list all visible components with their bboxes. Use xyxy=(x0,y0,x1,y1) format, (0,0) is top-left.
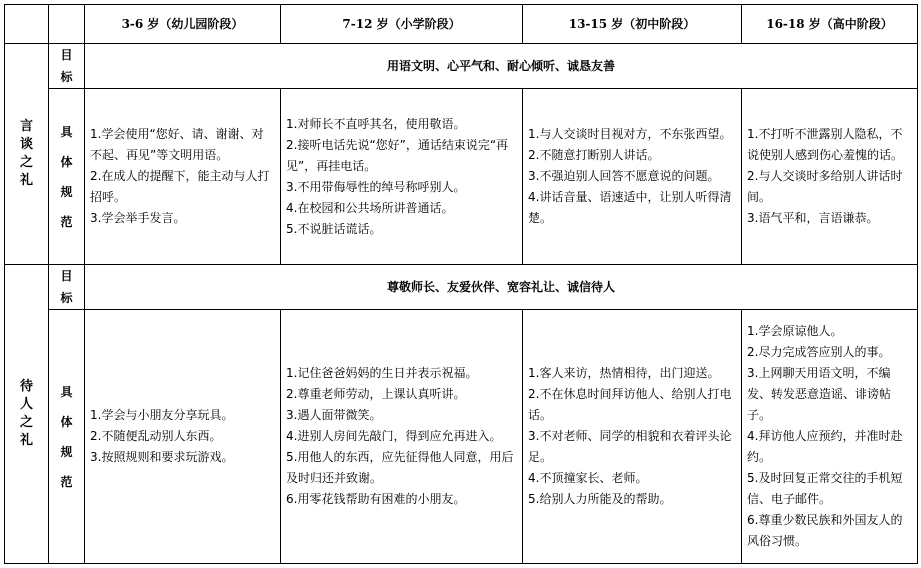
norm-item: 4.不顶撞家长、老师。 xyxy=(528,471,648,485)
col-header-junior-high: 13-15 岁（初中阶段） xyxy=(523,5,742,44)
norm-item: 2.接听电话先说“您好”，通话结束说完“再见”，再挂电话。 xyxy=(286,137,509,173)
norm-item: 2.尊重老师劳动，上课认真听讲。 xyxy=(286,387,466,401)
category-people: 待人之礼 xyxy=(5,265,49,564)
norm-item: 1.对师长不直呼其名，使用敬语。 xyxy=(286,116,466,131)
norm-item: 3.不用带侮辱性的绰号称呼别人。 xyxy=(286,179,466,194)
goal-speech: 用语文明、心平气和、耐心倾听、诚恳友善 xyxy=(85,44,918,89)
section-speech-goal-row xyxy=(5,44,918,89)
norm-item: 6.用零花钱帮助有困难的小朋友。 xyxy=(286,492,466,506)
norm-item: 1.学会使用“您好、请、谢谢、对不起、再见”等文明用语。 xyxy=(90,127,264,162)
header-row xyxy=(5,5,918,44)
col-header-primary: 7-12 岁（小学阶段） xyxy=(281,5,523,44)
norm-item: 1.客人来访，热情相待，出门迎送。 xyxy=(528,366,720,380)
norm-item: 2.不随意打断别人讲话。 xyxy=(528,148,660,162)
section-speech-norms-row xyxy=(5,89,918,265)
norm-item: 1.学会与小朋友分享玩具。 xyxy=(90,408,234,422)
norms-cell xyxy=(523,310,742,564)
norm-item: 3.上网聊天用语文明，不编发、转发恶意造谣、诽谤帖子。 xyxy=(747,366,892,422)
norms-cell xyxy=(85,89,281,265)
norm-item: 1.与人交谈时目视对方，不东张西望。 xyxy=(528,127,732,141)
norm-item: 2.与人交谈时多给别人讲话时间。 xyxy=(747,169,903,204)
norms-cell xyxy=(85,310,281,564)
norm-item: 1.记住爸爸妈妈的生日并表示祝福。 xyxy=(286,366,478,380)
norms-cell xyxy=(742,310,918,564)
norm-item: 3.语气平和，言语谦恭。 xyxy=(747,211,879,225)
category-speech: 言谈之礼 xyxy=(5,44,49,265)
goal-label: 目标 xyxy=(49,265,85,310)
norm-item: 5.给别人力所能及的帮助。 xyxy=(528,492,672,506)
col-header-senior-high: 16-18 岁（高中阶段） xyxy=(742,5,918,44)
norm-item: 2.尽力完成答应别人的事。 xyxy=(747,345,891,359)
norm-item: 5.及时回复正常交往的手机短信、电子邮件。 xyxy=(747,471,903,506)
goal-label: 目标 xyxy=(49,44,85,89)
norm-item: 2.不在休息时间拜访他人、给别人打电话。 xyxy=(528,387,732,422)
norms-label: 具体规范 xyxy=(49,310,85,564)
norm-item: 1.学会原谅他人。 xyxy=(747,324,843,338)
norm-item: 1.不打听不泄露别人隐私，不说使别人感到伤心羞愧的话。 xyxy=(747,127,904,162)
norms-cell xyxy=(742,89,918,265)
norm-item: 4.在校园和公共场所讲普通话。 xyxy=(286,200,454,215)
norm-item: 5.不说脏话谎话。 xyxy=(286,221,382,236)
norm-item: 3.学会举手发言。 xyxy=(90,211,186,225)
norm-item: 3.遇人面带微笑。 xyxy=(286,408,382,422)
norm-item: 4.拜访他人应预约，并准时赴约。 xyxy=(747,429,903,464)
norm-item: 3.不强迫别人回答不愿意说的问题。 xyxy=(528,169,720,183)
norm-item: 2.不随便乱动别人东西。 xyxy=(90,429,222,443)
norms-label: 具体规范 xyxy=(49,89,85,265)
norms-cell xyxy=(281,89,523,265)
norm-item: 6.尊重少数民族和外国友人的风俗习惯。 xyxy=(747,513,903,548)
norm-item: 4.进别人房间先敲门，得到应允再进入。 xyxy=(286,429,502,443)
norm-item: 5.用他人的东西，应先征得他人同意，用后及时归还并致谢。 xyxy=(286,450,514,485)
section-people-goal-row xyxy=(5,265,918,310)
norm-item: 3.不对老师、同学的相貌和衣着评头论足。 xyxy=(528,429,732,464)
goal-people: 尊敬师长、友爱伙伴、宽容礼让、诚信待人 xyxy=(85,265,918,310)
section-people-norms-row xyxy=(5,310,918,564)
norm-item: 3.按照规则和要求玩游戏。 xyxy=(90,450,234,464)
norm-item: 4.讲话音量、语速适中，让别人听得清楚。 xyxy=(528,190,732,225)
norms-cell xyxy=(281,310,523,564)
norms-cell xyxy=(523,89,742,265)
corner-cell xyxy=(5,5,49,44)
norm-item: 2.在成人的提醒下，能主动与人打招呼。 xyxy=(90,169,270,204)
etiquette-table xyxy=(4,4,918,564)
col-header-kindergarten: 3-6 岁（幼儿园阶段） xyxy=(85,5,281,44)
corner-cell-2 xyxy=(49,5,85,44)
